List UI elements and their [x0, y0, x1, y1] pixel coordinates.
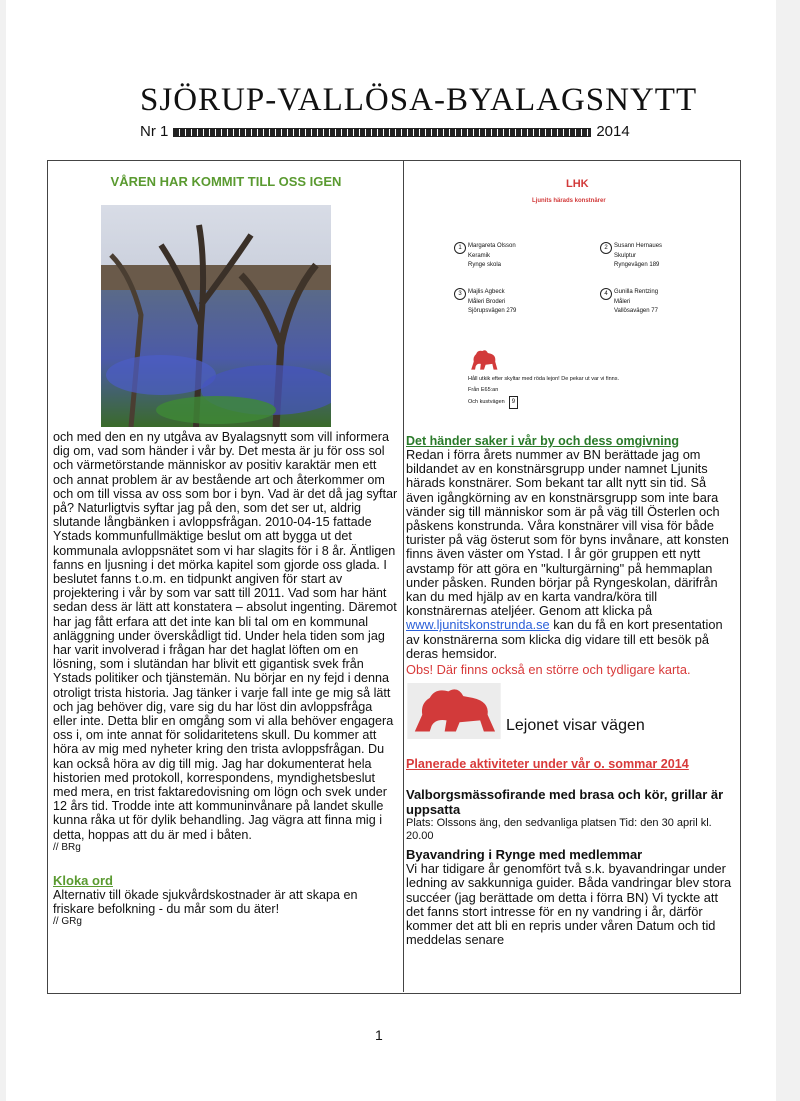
issue-line	[140, 123, 630, 140]
event-description: Vi har tidigare år genomfört två s.k. byavandringar under ledning av sakkunniga guider. Båda vandringar blev stora succéer (jag berättade om detta i förra BN) Vi tyckte att det fanns stort intresse för en ny vandring i år, därför kommer det att bli en repris under våren Datum och tid meddelas senare	[406, 861, 732, 948]
flyer-note-line: Från E65:an	[468, 387, 499, 393]
flyer-note	[468, 374, 619, 409]
artist-entry	[458, 242, 516, 271]
event-title: Valborgsmässofirande med brasa och kör, grillar är uppsatta	[406, 787, 724, 818]
issue-label: Nr 1	[140, 123, 169, 140]
red-lion-icon	[468, 346, 500, 374]
lion-banner	[406, 683, 736, 743]
artist-name: Gunilla Rentzing	[614, 289, 659, 295]
issue-year: 2014	[596, 123, 630, 140]
planned-activities-heading: Planerade aktiviteter under vår o. sommar 2014	[406, 757, 689, 772]
column-divider	[403, 160, 404, 992]
kloka-ord-text: Alternativ till ökade sjukvårdskostnader är att skapa en friskare befolkning - du mår som du äter!	[53, 887, 358, 917]
artist-address: Sjörupsvägen 279	[468, 308, 517, 314]
konstrunda-link[interactable]: www.ljunitskonstrunda.se	[406, 617, 550, 633]
lion-caption: Lejonet visar vägen	[506, 717, 645, 735]
main-article: och med den en ny utgåva av Byalagsnytt som vill informera dig om, vad som händer i vår by. Det mesta är ju för oss sol och värmetörstande människor av positiv karaktär men ett och annat problem är av bestående art och återkommer om och om till vissa av oss som bor i byn. Vad är det då jag syftar på? Naturligtvis syftar jag på den, som det ser ut, aldrig slutande långbänken i avloppsfrågan. 2010-04-15 fattade Ystads kommunfullmäktige beslut om att bygga ut det kommunala avloppsnätet som vi har slagits för i 8 år. Äntligen fanns en ljusning i det mörka kapitel som gjorde oss glada. I beslutet fanns t.o.m. en tidpunkt angiven för start av projektering i vår by som var satt till 2011. Vad som har hänt sedan dess är lätt att konstatera – absolut ingenting. Däremot har jag fått erfara att det inte kan bli tal om en kommunal anläggning under överskådligt tid. Under hela tiden som jag har varit involverad i frågan har det haglat löften om en lösning, som i slutändan har blivit ett gigantisk svek från Ystads politiker och tjänstemän. Nu börjar en ny fejd i denna otroligt trista historia. Jag tänker i varje fall inte ge mig så lätt och jag behöver dig, vare sig du har löst din avloppsfråga eller inte. Detta blir en omgång som vi alla behöver engagera oss i, om inte annat för solidaritetens skull. Du kommer att höra av mig med nyheter kring den trista avloppsfrågan. Du kan också höra av dig till mig. Jag har dokumenterat hela historien med protokoll, korrespondens, myndighetsbeslut med mera, en trist faktaredovisning om lögn och svek under 12 års tid. Trodde inte att kommuninvånare på landet skulle kunna råka ut för dylik behandling. Jag vägra att finna mig i detta, hoppas att du är med i båten.	[53, 430, 398, 842]
flyer-note-text: Och kustvägen	[468, 399, 505, 405]
artist-name: Susann Hernaues	[614, 243, 663, 249]
artist-entry	[458, 288, 517, 317]
signature-grg: // GRg	[53, 916, 82, 928]
right-heading: Det händer saker i vår by och dess omgivning	[406, 434, 680, 448]
flyer-note-line	[468, 396, 619, 409]
road-number-sign: 9	[509, 396, 518, 409]
lhk-flyer	[406, 168, 736, 430]
red-lion-icon	[406, 683, 502, 739]
decorative-border	[173, 128, 591, 137]
artist-entry	[604, 288, 659, 317]
artist-medium: Keramik	[468, 252, 491, 259]
artist-address: Ryngevägen 189	[614, 262, 660, 268]
left-column	[53, 168, 399, 927]
artist-number: 2	[600, 242, 612, 254]
artist-number: 3	[454, 288, 466, 300]
artist-name: Majlis Agbeck	[468, 289, 505, 295]
event-details: Plats: Olssons äng, den sedvanliga platsen Tid: den 30 april kl. 20.00	[406, 817, 712, 843]
konstrunda-text-continued: kan du få en kort presentation av konstnärerna som klicka dig vidare till ett besök på deras hemsidor.	[406, 617, 723, 661]
kloka-ord-heading: Kloka ord	[53, 872, 113, 888]
event-title: Byavandring i Rynge med medlemmar	[406, 847, 643, 863]
flyer-title: LHK	[566, 178, 589, 190]
artist-name: Margareta Olsson	[468, 243, 516, 249]
signature-brg: // BRg	[53, 841, 81, 853]
obs-note: Obs! Där finns också en större och tydligare karta.	[406, 662, 691, 678]
artist-number: 1	[454, 242, 466, 254]
artist-medium: Måleri Broderi	[468, 298, 506, 305]
left-heading: VÅREN HAR KOMMIT TILL OSS IGEN	[110, 174, 342, 189]
artist-entry	[604, 242, 663, 271]
flyer-subtitle: Ljunits härads konstnärer	[532, 198, 606, 204]
artist-address: Rynge skola	[468, 262, 502, 268]
page-number: 1	[375, 1027, 383, 1043]
artist-medium: Måleri	[614, 298, 631, 305]
artist-address: Vallösavägen 77	[614, 308, 658, 314]
konstrunda-text: Redan i förra årets nummer av BN berättade jag om bildandet av en konstnärsgrupp under namnet Ljunits härads konstnärer. Som bekant tar allt nytt sin tid. Så även igångkörning av en konstnärsgrupp som inte bara vänder sig till människor som är på väg till Österlen och påskens konstrunda. Våra konstnärer vill visa för både turister på väg österut som för byns invånare, att konsten finns även väster om Ystad. I år gör gruppen ett nytt avstamp för att göra en "kulturgärning" på hemmaplan under påsken. Runden börjar på Ryngeskolan, därifrån kan du med hjälp av en karta vandra/köra till konstnärernas ateljéer. Genom att klicka på	[406, 447, 729, 619]
artist-number: 4	[600, 288, 612, 300]
artist-medium: Skulptur	[614, 252, 637, 259]
konstrunda-article	[406, 448, 736, 661]
masthead-title: SJÖRUP-VALLÖSA-BYALAGSNYTT	[140, 82, 698, 118]
spring-garden-photo	[101, 205, 331, 427]
flyer-note-line: Håll utkik efter skyltar med röda lejon! De pekar ut var vi finns.	[468, 376, 620, 382]
right-column	[406, 168, 736, 947]
